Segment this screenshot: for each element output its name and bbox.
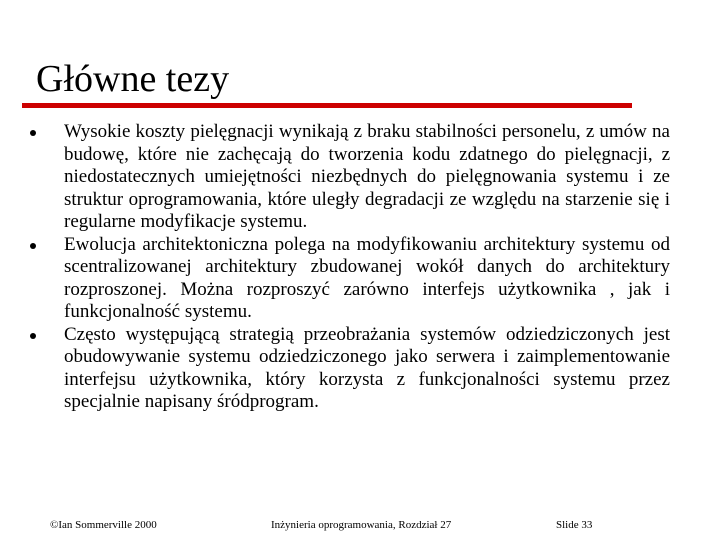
bullet-item (30, 234, 670, 324)
bullet-dot-icon (30, 243, 36, 249)
footer-course-title: Inżynieria oprogramowania, Rozdział 27 (271, 519, 452, 531)
slide-title: Główne tezy (36, 58, 230, 100)
footer-copyright: ©Ian Sommerville 2000 (50, 519, 157, 531)
bullet-item (30, 121, 670, 234)
title-underline (22, 103, 632, 108)
footer-slide-number: Slide 33 (556, 519, 593, 531)
bullet-dot-icon (30, 333, 36, 339)
bullet-dot-icon (30, 130, 36, 136)
bullet-text: Ewolucja architektoniczna polega na modyfikowaniu architektury systemu od scentralizowanej architektury zbudowanej wokół danych do architektury rozproszonej. Można rozproszyć zarówno interfejs użytkownika , jak i funkcjonalność systemu. (64, 233, 670, 322)
bullet-text: Wysokie koszty pielęgnacji wynikają z braku stabilności personelu, z umów na budowę, które nie zachęcają do tworzenia kodu zdatnego do pielęgnacji, z niedostatecznych umiejętności niezbędnych do pielęgnowania systemu i ze struktur oprogramowania, które uległy degradacji ze względu na starzenie się i regularne modyfikacje systemu. (64, 121, 670, 232)
bullet-text: Często występującą strategią przeobrażania systemów odziedziczonych jest obudowywanie systemu odziedziczonego jako serwera i zaimplementowanie interfejsu użytkownika, który korzysta z funkcjonalności systemu przez specjalnie napisany śródprogram. (64, 323, 670, 412)
bullet-list (30, 121, 670, 414)
bullet-item (30, 324, 670, 414)
